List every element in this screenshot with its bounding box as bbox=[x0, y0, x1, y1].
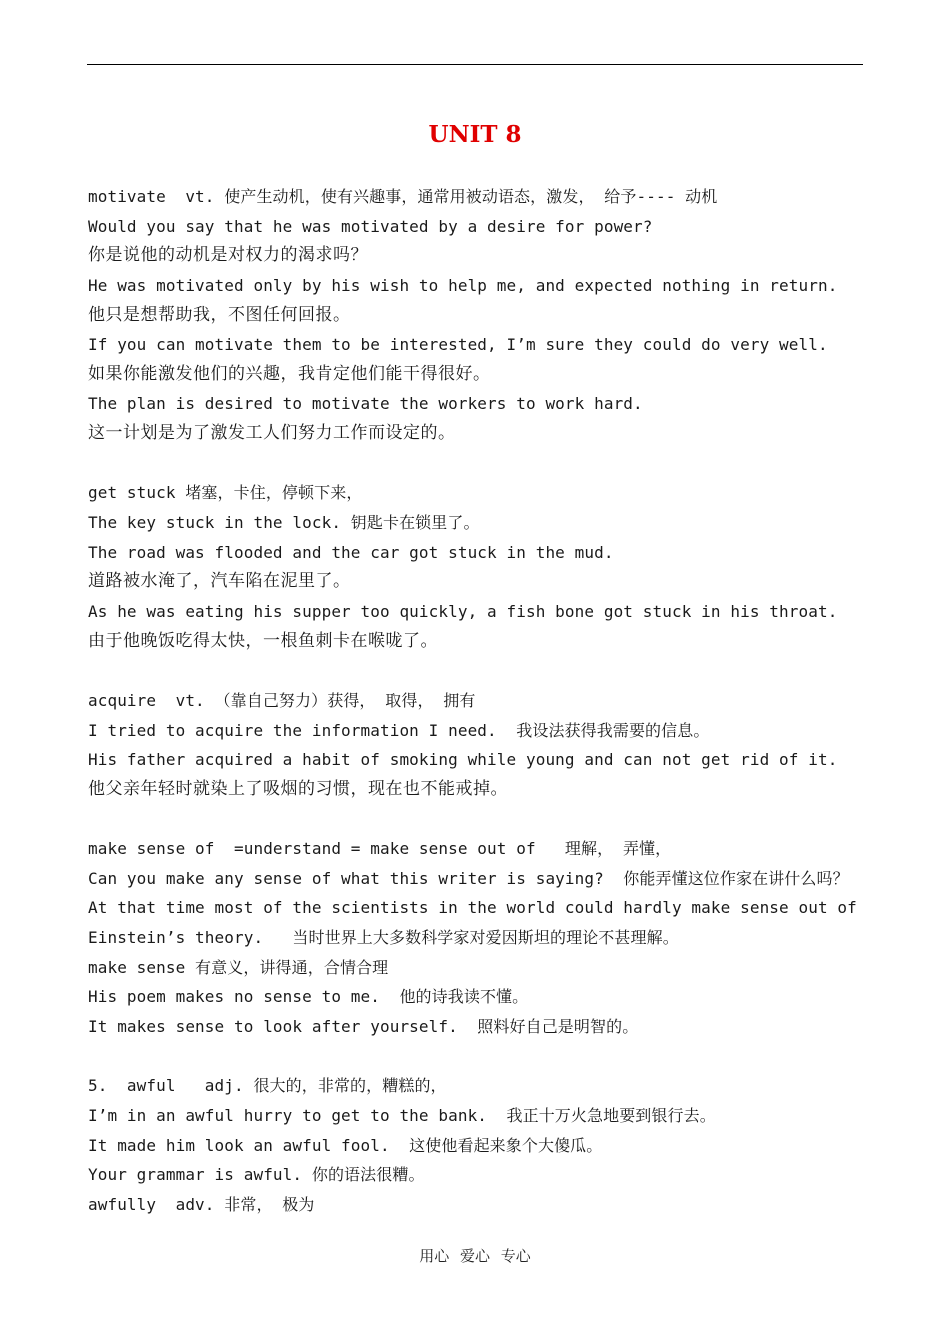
text-line: 他只是想帮助我，不图任何回报。 bbox=[88, 304, 351, 325]
text-line: awfully adv. 非常， 极为 bbox=[88, 1194, 315, 1214]
blank-line bbox=[88, 804, 888, 834]
text-line: make sense 有意义，讲得通，合情合理 bbox=[88, 957, 389, 977]
text-line: His father acquired a habit of smoking while young and can not get rid of it. bbox=[88, 750, 838, 770]
text-line: Can you make any sense of what this writer is saying? 你能弄懂这位作家在讲什么吗？ bbox=[88, 868, 849, 888]
text-line: acquire vt. （靠自己努力）获得， 取得， 拥有 bbox=[88, 690, 476, 710]
text-line: I tried to acquire the information I need. 我设法获得我需要的信息。 bbox=[88, 720, 710, 740]
text-line: get stuck 堵塞，卡住，停顿下来， bbox=[88, 483, 363, 503]
blank-line bbox=[88, 656, 888, 686]
blank-line bbox=[88, 1042, 888, 1072]
text-line: Einstein’s theory. 当时世界上大多数科学家对爱因斯坦的理论不甚理解。 bbox=[88, 928, 679, 948]
text-line: If you can motivate them to be interested, I’m sure they could do very well. bbox=[88, 335, 828, 355]
text-line: The plan is desired to motivate the workers to work hard. bbox=[88, 394, 643, 414]
header-rule bbox=[87, 64, 863, 65]
text-line: 他父亲年轻时就染上了吸烟的习惯，现在也不能戒掉。 bbox=[88, 778, 508, 799]
text-line: The key stuck in the lock. 钥匙卡在锁里了。 bbox=[88, 513, 480, 533]
text-line: 由于他晚饭吃得太快，一根鱼刺卡在喉咙了。 bbox=[88, 630, 438, 651]
page-footer: 用心 爱心 专心 bbox=[419, 1247, 531, 1265]
text-line: As he was eating his supper too quickly, a fish bone got stuck in his throat. bbox=[88, 601, 838, 621]
text-line: The road was flooded and the car got stuck in the mud. bbox=[88, 542, 614, 562]
text-line: It made him look an awful fool. 这使他看起来象个大傻瓜。 bbox=[88, 1135, 603, 1155]
text-line: 这一计划是为了激发工人们努力工作而设定的。 bbox=[88, 423, 456, 444]
text-line: make sense of =understand = make sense out of 理解， 弄懂， bbox=[88, 839, 672, 859]
text-line: At that time most of the scientists in the world could hardly make sense out of bbox=[88, 898, 857, 918]
text-line: His poem makes no sense to me. 他的诗我读不懂。 bbox=[88, 987, 529, 1007]
text-line: 你是说他的动机是对权力的渴求吗？ bbox=[88, 245, 368, 266]
text-line: I’m in an awful hurry to get to the bank. 我正十万火急地要到银行去。 bbox=[88, 1105, 716, 1125]
page-title: UNIT 8 bbox=[428, 121, 522, 148]
text-line: motivate vt. 使产生动机，使有兴趣事，通常用被动语态，激发， 给予---- 动机 bbox=[88, 187, 718, 206]
text-line: Your grammar is awful. 你的语法很糟。 bbox=[88, 1165, 425, 1185]
text-line: 如果你能激发他们的兴趣，我肯定他们能干得很好。 bbox=[88, 363, 491, 384]
text-line: 道路被水淹了，汽车陷在泥里了。 bbox=[88, 571, 351, 592]
blank-line bbox=[88, 449, 888, 479]
text-line: He was motivated only by his wish to help me, and expected nothing in return. bbox=[88, 275, 838, 295]
text-line: 5. awful adj. 很大的，非常的，糟糕的， bbox=[88, 1076, 447, 1096]
text-line: It makes sense to look after yourself. 照料好自己是明智的。 bbox=[88, 1016, 639, 1036]
text-line: Would you say that he was motivated by a desire for power? bbox=[88, 216, 653, 236]
document-body bbox=[88, 182, 888, 1219]
